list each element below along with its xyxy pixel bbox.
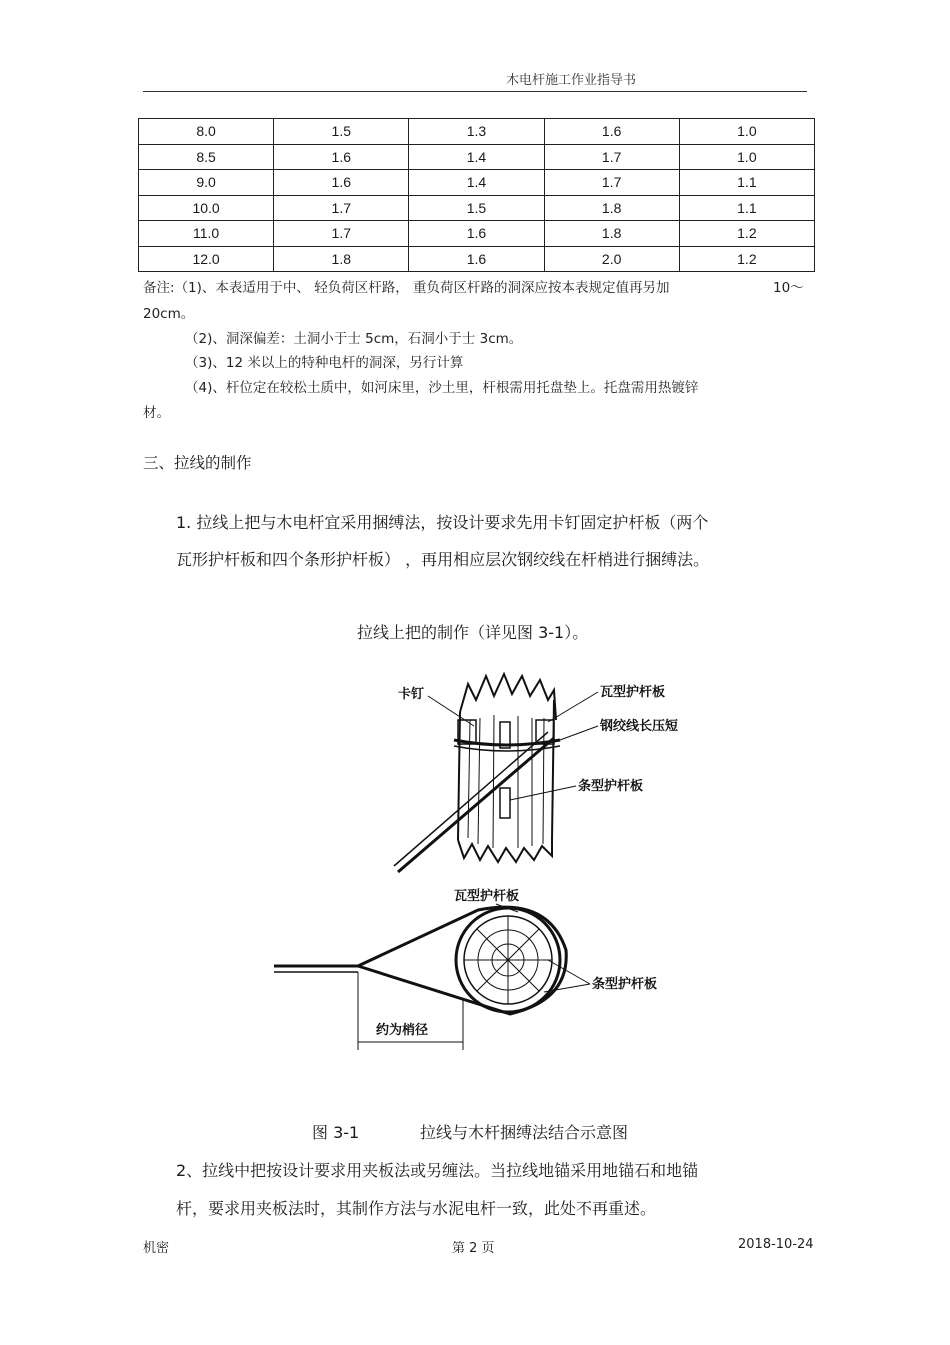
- label-tile-plate-bottom: 瓦型护杆板: [454, 889, 520, 904]
- note-4: （4)、杆位定在较松土质中，如河床里，沙土里，杆根需用托盘垫上。托盘需用热镀锌: [185, 380, 699, 396]
- header-rule: [143, 91, 807, 92]
- table-cell: 1.6: [544, 119, 679, 145]
- table-cell: 9.0: [139, 170, 274, 196]
- note-4-cont: 材。: [143, 405, 170, 421]
- table-cell: 2.0: [544, 246, 679, 272]
- note-1: 备注:（1)、本表适用于中、 轻负荷区杆路， 重负荷区杆路的洞深应按本表规定值再另加: [143, 280, 670, 296]
- table-cell: 1.7: [274, 221, 409, 247]
- footer-page-number: 第 2 页: [452, 1241, 495, 1256]
- table-cell: 1.1: [679, 170, 814, 196]
- footer-confidential: 机密: [143, 1241, 170, 1256]
- table-cell: 1.6: [274, 170, 409, 196]
- table-row: [139, 119, 815, 145]
- label-strip-plate-top: 条型护杆板: [578, 779, 644, 794]
- figure-caption-number: 图 3-1: [312, 1123, 360, 1142]
- table-row: [139, 144, 815, 170]
- table-cell: 1.5: [274, 119, 409, 145]
- figure-3-1: [248, 660, 718, 1060]
- table-cell: 1.8: [544, 195, 679, 221]
- lower-labels: [376, 888, 657, 1038]
- paragraph-1-line-2: 瓦形护杆板和四个条形护杆板） ，再用相应层次钢绞线在杆梢进行捆缚法。: [176, 550, 710, 569]
- table-row: [139, 170, 815, 196]
- depth-table: [138, 118, 815, 272]
- table-cell: 1.2: [679, 246, 814, 272]
- table-cell: 1.6: [274, 144, 409, 170]
- figure-drawing: [248, 660, 718, 1060]
- paragraph-2-line-1: 2、拉线中把按设计要求用夹板法或另缠法。当拉线地锚采用地锚石和地锚: [176, 1161, 699, 1180]
- table-cell: 1.3: [409, 119, 544, 145]
- table-row: [139, 246, 815, 272]
- label-approx-diameter: 约为梢径: [376, 1023, 429, 1038]
- table-cell: 1.4: [409, 170, 544, 196]
- table-cell: 1.6: [409, 221, 544, 247]
- label-strip-plate-bottom: 条型护杆板: [592, 977, 658, 992]
- footer-date: 2018-10-24: [738, 1237, 814, 1252]
- table-cell: 8.5: [139, 144, 274, 170]
- note-3: （3)、12 米以上的特种电杆的洞深，另行计算: [185, 355, 464, 371]
- table-cell: 1.8: [544, 221, 679, 247]
- label-steel-strand: 钢绞线长压短: [600, 719, 679, 734]
- table-cell: 1.0: [679, 119, 814, 145]
- paragraph-2-line-2: 杆，要求用夹板法时，其制作方法与水泥电杆一致，此处不再重述。: [176, 1199, 657, 1218]
- table-row: [139, 221, 815, 247]
- label-tile-plate-top: 瓦型护杆板: [600, 685, 666, 700]
- table-cell: 11.0: [139, 221, 274, 247]
- table-cell: 1.4: [409, 144, 544, 170]
- table-cell: 1.7: [274, 195, 409, 221]
- table-cell: 1.1: [679, 195, 814, 221]
- figure-title: 拉线上把的制作（详见图 3-1）。: [357, 623, 589, 642]
- table-cell: 10.0: [139, 195, 274, 221]
- table-cell: 12.0: [139, 246, 274, 272]
- figure-caption-text: 拉线与木杆捆缚法结合示意图: [420, 1123, 629, 1142]
- table-row: [139, 195, 815, 221]
- paragraph-1-line-1: 1. 拉线上把与木电杆宜采用捆缚法，按设计要求先用卡钉固定护杆板（两个: [176, 513, 709, 532]
- table-cell: 1.7: [544, 144, 679, 170]
- table-cell: 1.5: [409, 195, 544, 221]
- label-clamp-nail: 卡钉: [398, 687, 425, 702]
- note-1-cont: 20cm。: [143, 306, 195, 322]
- table-cell: 1.7: [544, 170, 679, 196]
- table-cell: 1.2: [679, 221, 814, 247]
- pole-drawing: [394, 674, 560, 872]
- header-title: 木电杆施工作业指导书: [506, 73, 637, 88]
- note-2: （2)、洞深偏差：土洞小于士 5cm，石洞小于士 3cm。: [185, 331, 523, 347]
- table-cell: 1.8: [274, 246, 409, 272]
- section-heading: 三、拉线的制作: [143, 454, 252, 472]
- table-cell: 1.0: [679, 144, 814, 170]
- table-cell: 1.6: [409, 246, 544, 272]
- table-cell: 8.0: [139, 119, 274, 145]
- note-1-tail: 10～: [773, 280, 804, 296]
